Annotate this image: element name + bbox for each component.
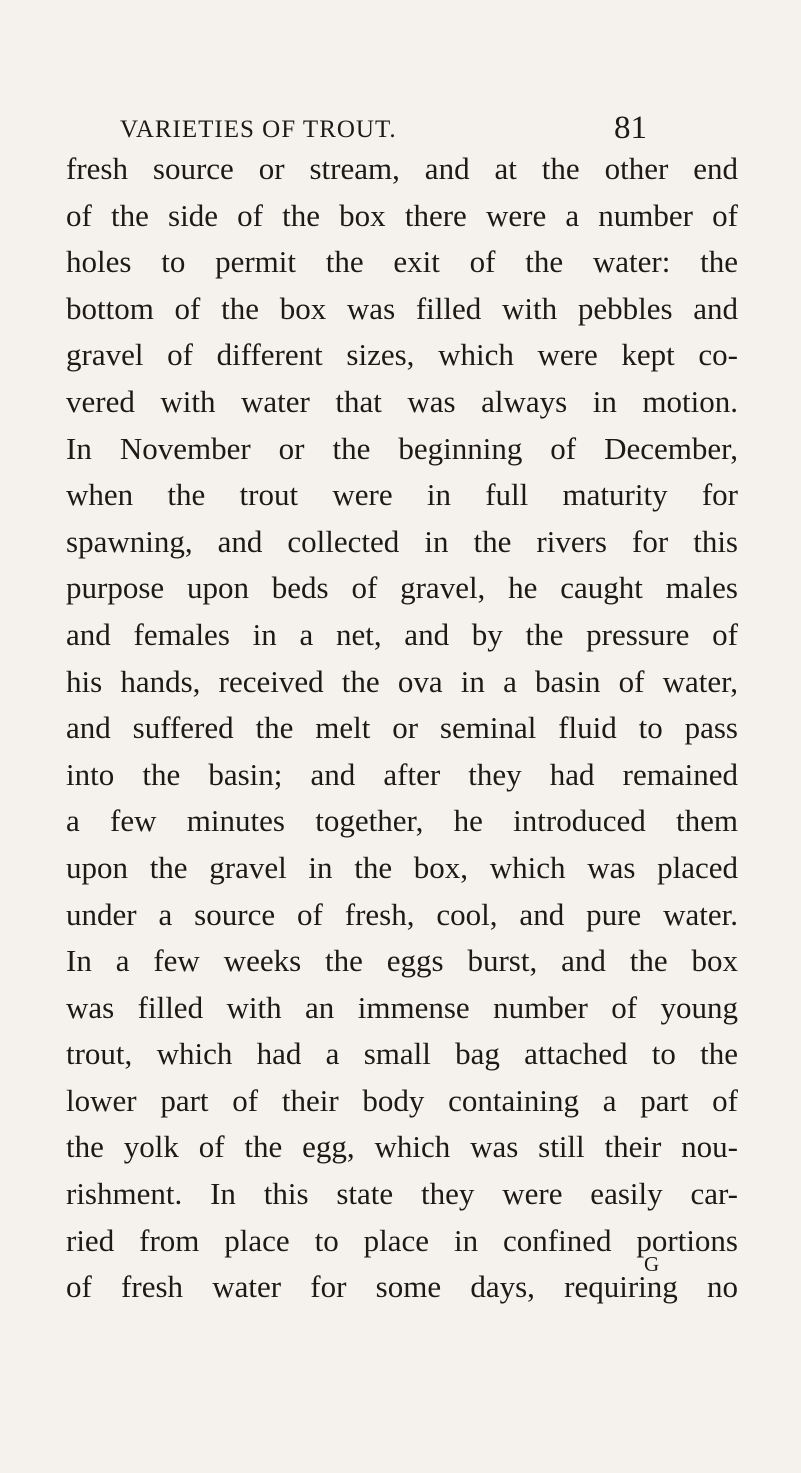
- text-line: into the basin; and after they had remained: [66, 756, 738, 792]
- text-line: lower part of their body containing a part of: [66, 1082, 738, 1118]
- text-line: purpose upon beds of gravel, he caught males: [66, 570, 738, 606]
- text-line: the yolk of the egg, which was still their nou-: [66, 1129, 738, 1165]
- text-line: a few minutes together, he introduced them: [66, 803, 738, 839]
- text-line: of fresh water for some days, requiring no: [66, 1269, 738, 1305]
- text-line: and females in a net, and by the pressure of: [66, 616, 738, 652]
- text-line: spawning, and collected in the rivers for this: [66, 523, 738, 559]
- text-line: of the side of the box there were a number of: [66, 197, 738, 233]
- text-line: gravel of different sizes, which were kept co-: [66, 337, 738, 373]
- text-line: when the trout were in full maturity for: [66, 477, 738, 513]
- text-line: and suffered the melt or seminal fluid to pass: [66, 710, 738, 746]
- signature-mark: G: [644, 1252, 660, 1276]
- text-line: holes to permit the exit of the water: the: [66, 244, 738, 280]
- text-line: was filled with an immense number of young: [66, 989, 738, 1025]
- text-line: under a source of fresh, cool, and pure water.: [66, 896, 738, 932]
- body-text: [66, 146, 738, 1311]
- text-line: upon the gravel in the box, which was placed: [66, 849, 738, 885]
- text-line: his hands, received the ova in a basin of water,: [66, 663, 738, 699]
- text-line: vered with water that was always in motion.: [66, 383, 738, 419]
- text-line: bottom of the box was filled with pebbles and: [66, 290, 738, 326]
- text-line: In a few weeks the eggs burst, and the box: [66, 943, 738, 979]
- text-line: fresh source or stream, and at the other end: [66, 151, 738, 186]
- text-line: ried from place to place in confined portions: [66, 1222, 738, 1258]
- text-line: rishment. In this state they were easily car-: [66, 1176, 738, 1212]
- running-title: VARIETIES OF TROUT.: [120, 116, 397, 143]
- text-line: In November or the beginning of December,: [66, 430, 738, 466]
- text-line: trout, which had a small bag attached to the: [66, 1036, 738, 1072]
- page-number: 81: [614, 110, 647, 146]
